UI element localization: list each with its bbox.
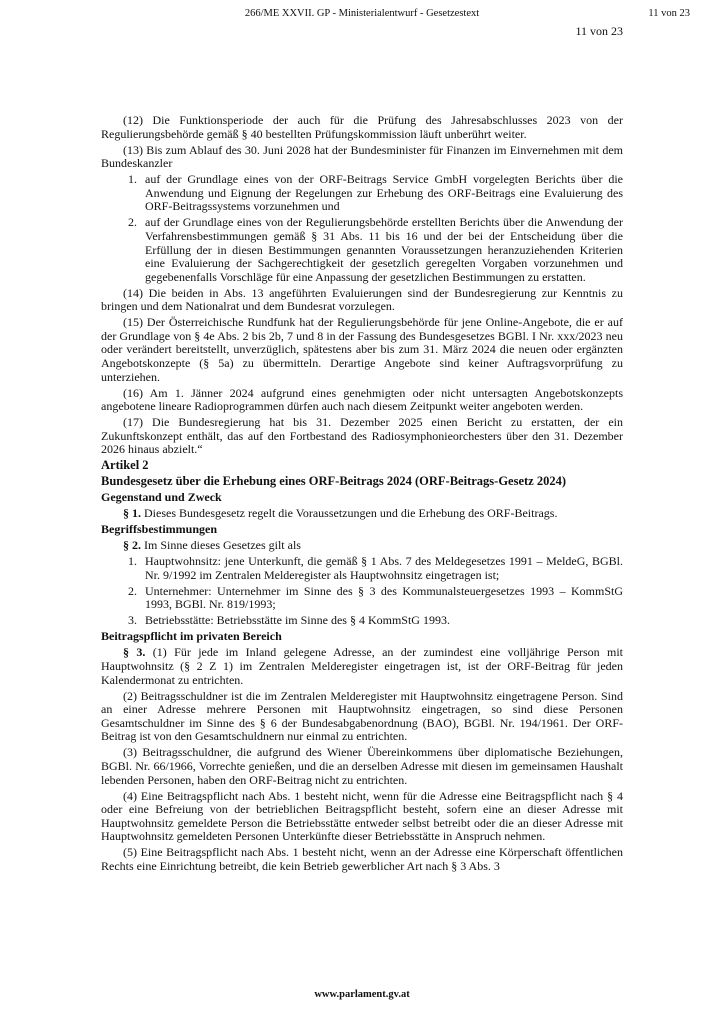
- section-3-heading: Beitragspflicht im privaten Bereich: [101, 629, 282, 644]
- artikel-heading: Artikel 2: [101, 458, 149, 473]
- section-3-paragraph-1: [101, 646, 623, 687]
- paragraph-15: (15) Der Österreichische Rundfunk hat der Regulierungsbehörde für jene Online-Angebote, die er auf der Grundlage von § 4e Abs. 2 bis 2b, 7 und 8 in der Fassung des Bundesgesetzes BGBl. I Nr. xxx/2023 neu oder verändert bereitstellt, unverzüglich, spätestens aber bis zum 31. März 2024 die neuen oder ergänzten Angebotskonzepte (§ 5a) zu übermitteln. Derartige Angebote sind keiner Auftragsvorprüfung zu unterziehen.: [101, 315, 623, 384]
- paragraph-16: (16) Am 1. Jänner 2024 aufgrund eines genehmigten oder nicht untersagten Angebotskonzepts angebotene lineare Radioprogrammen dürfen auch nach diesem Zeitpunkt weiter angeboten werden.: [101, 385, 623, 414]
- section-2-label: § 2.: [123, 538, 141, 553]
- document-body: [101, 114, 623, 876]
- document-title: 266/ME XXVII. GP - Ministerialentwurf - Gesetzestext: [244, 8, 480, 19]
- list-item-number: 3.: [128, 613, 137, 628]
- list-item: [128, 216, 623, 284]
- list-item: [128, 173, 623, 214]
- list-item-text: Betriebsstätte: Betriebsstätte im Sinne des § 4 KommStG 1993.: [145, 613, 450, 628]
- section-3-paragraph-2: (2) Beitragsschuldner ist die im Zentralen Melderegister mit Hauptwohnsitz eingetragene Person. Sind an einer Adresse mehrere Personen mit Hauptwohnsitz eingetragen, so sind diese Personen Gesamtschuldner im Sinne des § 6 der Bundesabgabenordnung (BAO), BGBl. Nr. 194/1961. Der ORF-Beitrag ist von den Gesamtschuldnern nur einmal zu entrichten.: [101, 688, 623, 744]
- section-2-list: [128, 555, 623, 628]
- section-3-paragraph-3: (3) Beitragsschuldner, die aufgrund des Wiener Übereinkommens über diplomatische Beziehungen, BGBl. Nr. 66/1966, Vorrechte genießen, und die an derselben Adresse mit diesen im gemeinsamen Haushalt lebenden Personen, haben den ORF-Beitrag nicht zu entrichten.: [101, 745, 623, 787]
- paragraph-13: (13) Bis zum Ablauf des 30. Juni 2028 hat der Bundesminister für Finanzen im Einvernehmen mit dem Bundeskanzler: [101, 142, 623, 171]
- list-item: [128, 585, 623, 612]
- section-2-heading: Begriffsbestimmungen: [101, 522, 217, 537]
- section-2-body: Im Sinne dieses Gesetzes gilt als: [141, 538, 301, 553]
- document-header: [0, 7, 724, 21]
- section-1-body: Dieses Bundesgesetz regelt die Voraussetzungen und die Erhebung des ORF-Beitrags.: [141, 506, 558, 521]
- artikel-subheading: Bundesgesetz über die Erhebung eines ORF-Beitrags 2024 (ORF-Beitrags-Gesetz 2024): [101, 474, 566, 489]
- section-3-paragraph-4: (4) Eine Beitragspflicht nach Abs. 1 besteht nicht, wenn für die Adresse eine Beitragspflicht nach § 4 oder eine Befreiung von der betrieblichen Beitragspflicht besteht, sofern eine an dieser Adresse mit Hauptwohnsitz gemeldete Person die Betriebsstätte entweder selbst betreibt oder die an dieser Adresse mit Hauptwohnsitz gemeldeten Personen Unterkünfte dieser Betriebsstätte in Anspruch nehmen.: [101, 788, 623, 844]
- list-item-number: 2.: [128, 583, 137, 598]
- section-3-label: § 3.: [123, 645, 146, 660]
- list-item-text: Unternehmer: Unternehmer im Sinne des § 3 des Kommunalsteuergesetzes 1993 – KommStG 1993, BGBl. Nr. 819/1993;: [145, 583, 623, 612]
- paragraph-17: (17) Die Bundesregierung hat bis 31. Dezember 2025 einen Bericht zu erstatten, der ein Zukunftskonzept enthält, das auf den Fortbestand des Radiosymphonieorchesters über den 31. Dezember 2026 hinaus abzielt.“: [101, 415, 623, 457]
- footer-url: www.parlament.gv.at: [314, 989, 410, 1000]
- section-1-text: [101, 507, 623, 521]
- section-1-label: § 1.: [123, 506, 141, 521]
- paragraph-13-list: [128, 173, 623, 284]
- section-1-heading: Gegenstand und Zweck: [101, 490, 222, 505]
- paragraph-12: (12) Die Funktionsperiode der auch für die Prüfung des Jahresabschlusses 2023 von der Regulierungsbehörde gemäß § 40 bestellten Prüfungskommission läuft unberührt weiter.: [101, 113, 623, 141]
- page-number: 11 von 23: [575, 24, 623, 38]
- list-item: [128, 555, 623, 582]
- page-corner-label: 11 von 23: [648, 8, 690, 19]
- section-3-paragraph-5: (5) Eine Beitragspflicht nach Abs. 1 besteht nicht, wenn an der Adresse eine Körperschaft öffentlichen Rechts eine Einrichtung betreibt, die kein Betrieb gewerblicher Art nach § 3 Abs. 3: [101, 845, 623, 873]
- section-3-paragraph-1-body: (1) Für jede im Inland gelegene Adresse, an der zumindest eine volljährige Person mit Hauptwohnsitz (§ 2 Z 1) im Zentralen Melderegister eingetragen ist, ist der ORF-Beitrag für jeden Kalendermonat zu entrichten.: [101, 645, 624, 687]
- list-item-number: 1.: [128, 554, 137, 569]
- paragraph-14: (14) Die beiden in Abs. 13 angeführten Evaluierungen sind der Bundesregierung zur Kenntnis zu bringen und dem Nationalrat und dem Bundesrat vorzulegen.: [101, 285, 623, 314]
- section-2-text: [101, 539, 623, 553]
- list-item-number: 2.: [128, 215, 137, 230]
- list-item: [128, 614, 623, 628]
- list-item-number: 1.: [128, 172, 137, 187]
- list-item-text: Hauptwohnsitz: jene Unterkunft, die gemäß § 1 Abs. 7 des Meldegesetzes 1991 – MeldeG, BGBl. Nr. 9/1992 im Zentralen Melderegister als Hauptwohnsitz eingetragen ist;: [145, 554, 623, 582]
- list-item-text: auf der Grundlage eines von der ORF-Beitrags Service GmbH vorgelegten Berichts über die Anwendung und Eignung der Regelungen zur Erhebung des ORF-Beitrags eine Evaluierung des ORF-Beitragssystems vorzunehmen und: [145, 172, 623, 214]
- list-item-text: auf der Grundlage eines von der Regulierungsbehörde erstellten Berichts über die Anwendung der Verfahrensbestimmungen gemäß § 31 Abs. 11 bis 16 und der bei der Entscheidung über die Erfüllung der in diesen Bestimmungen genannten Voraussetzungen heranzuziehenden Kriterien eine Evaluierung der Sachgerechtigkeit der gesetzlich geregelten Vorgaben vorzunehmen und gegebenenfalls Vorschläge für eine Anpassung der gesetzlichen Bestimmungen zu erstatten.: [145, 215, 623, 284]
